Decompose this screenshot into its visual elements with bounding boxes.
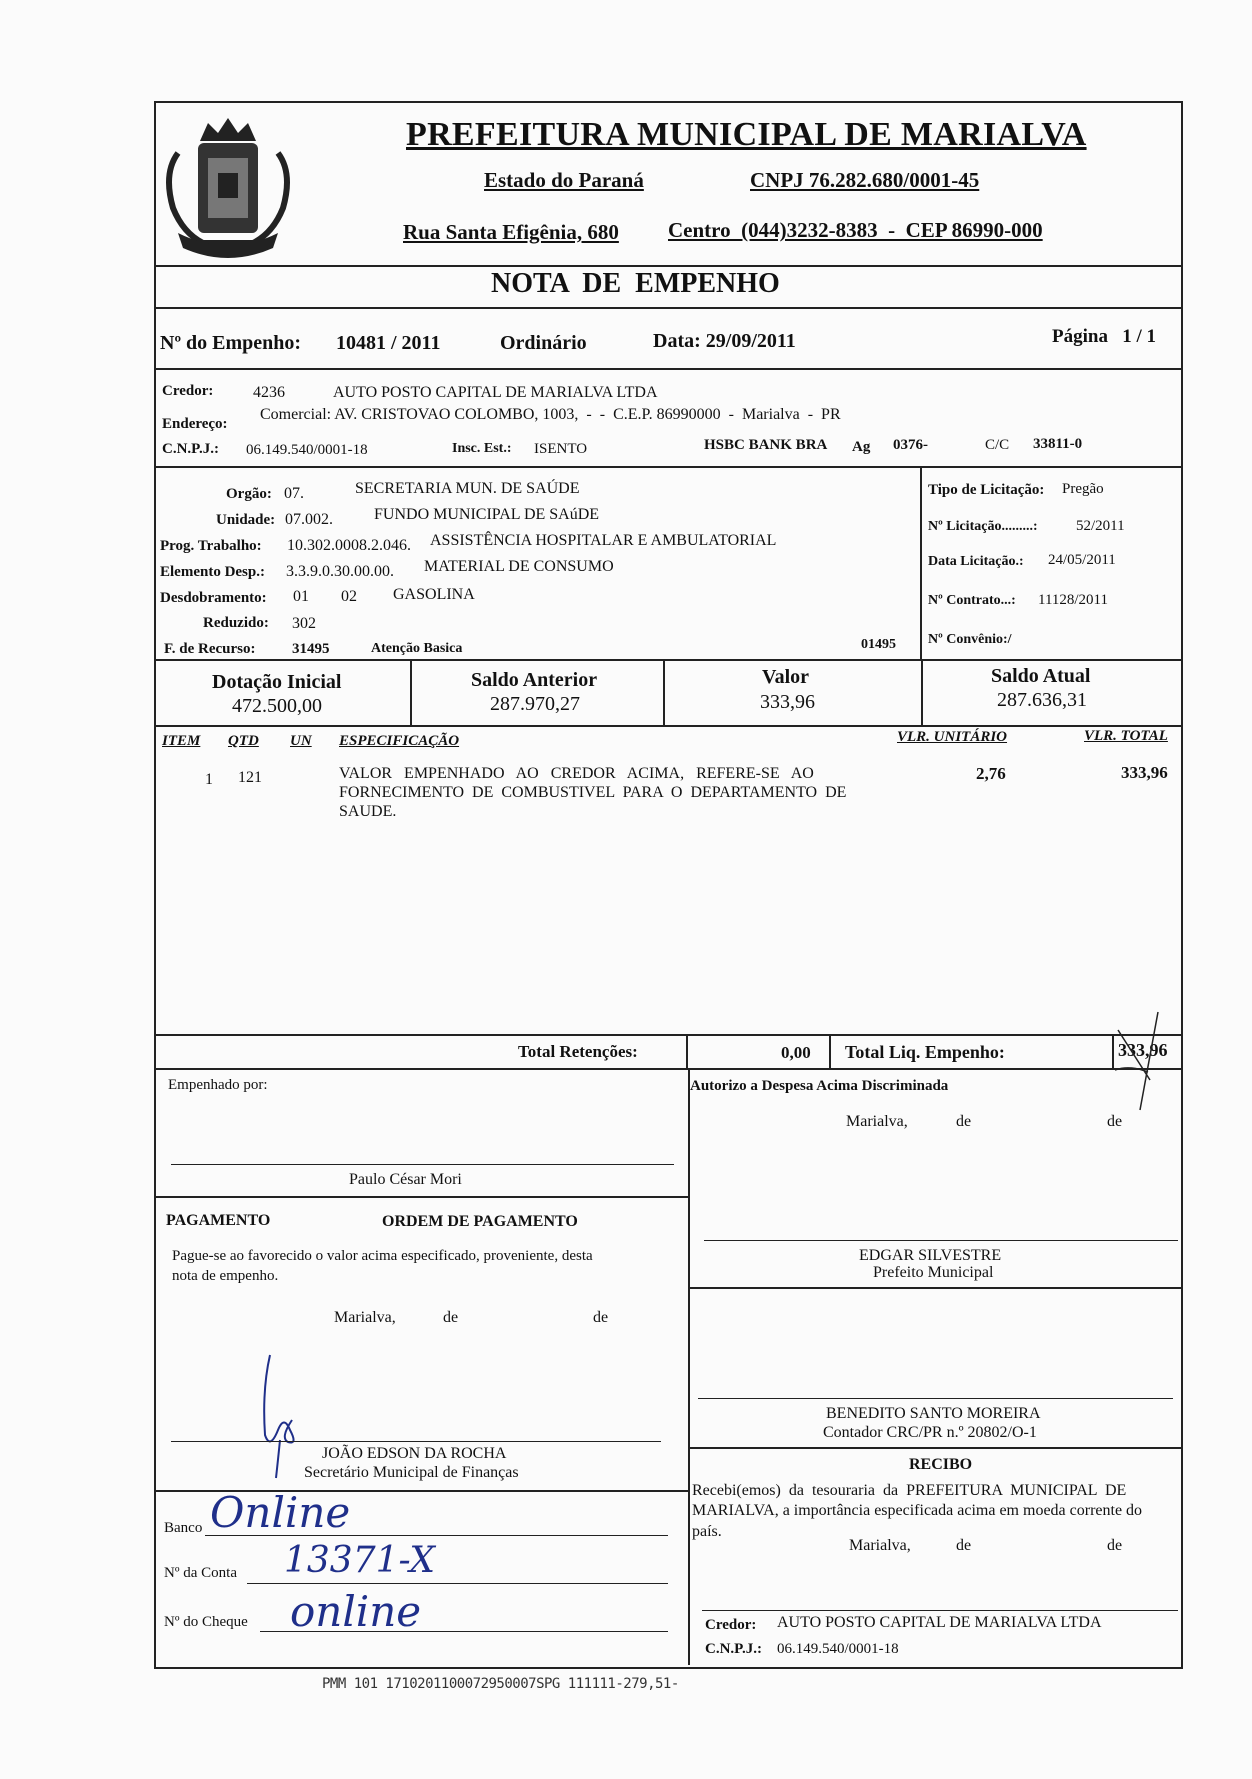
desdobramento-label: Desdobramento: [160, 590, 267, 606]
credor-name: AUTO POSTO CAPITAL DE MARIALVA LTDA [333, 384, 658, 401]
licitacao-date: 24/05/2011 [1048, 552, 1116, 568]
item-spec-line-3: SAUDE. [339, 803, 397, 820]
signature-joao-icon [240, 1350, 320, 1480]
conta-label: Nº da Conta [164, 1565, 237, 1581]
empenho-type: Ordinário [500, 332, 587, 354]
desdobramento-b: 02 [341, 588, 357, 605]
retencoes-value: 0,00 [781, 1043, 811, 1062]
checkmark-scribble-icon [1110, 1010, 1170, 1120]
agency-label: Ag [852, 439, 871, 455]
header-contact: Centro (044)3232-8383 - CEP 86990-000 [668, 218, 1043, 242]
recibo-de-1: de [956, 1537, 972, 1554]
header-address: Rua Santa Efigênia, 680 [403, 220, 619, 244]
bank-stamp-code: PMM 101 1710201100072950007SPG 111111-279,51- [322, 1676, 679, 1692]
desdobramento-name: GASOLINA [393, 586, 475, 603]
autorizo-title: Autorizo a Despesa Acima Discriminada [690, 1078, 949, 1094]
recibo-city: Marialva, [849, 1537, 911, 1554]
licitacao-number-label: Nº Licitação.........: [928, 519, 1038, 534]
contador-role: Contador CRC/PR n.º 20802/O-1 [823, 1424, 1037, 1441]
convenio-label: Nº Convênio:/ [928, 632, 1012, 647]
orgao-code: 07. [284, 485, 304, 502]
contrato-label: Nº Contrato...: [928, 593, 1016, 608]
orgao-label: Orgão: [226, 486, 272, 502]
item-qty: 121 [238, 769, 262, 786]
unidade-name: FUNDO MUNICIPAL DE SAúDE [374, 506, 600, 523]
unidade-label: Unidade: [216, 512, 276, 528]
saldo-atual-value: 287.636,31 [997, 689, 1087, 711]
ordem-pagamento-label: ORDEM DE PAGAMENTO [382, 1213, 578, 1230]
recibo-cnpj: 06.149.540/0001-18 [777, 1641, 899, 1657]
licitacao-number: 52/2011 [1076, 518, 1125, 534]
autorizo-de-2: de [1107, 1113, 1123, 1130]
prefeito-role: Prefeito Municipal [873, 1264, 994, 1281]
credor-ie: ISENTO [534, 441, 588, 457]
credor-code: 4236 [253, 384, 285, 401]
reduzido-value: 302 [292, 615, 316, 632]
autorizo-city: Marialva, [846, 1113, 908, 1130]
dotacao-value: 472.500,00 [232, 695, 322, 717]
pagamento-city: Marialva, [334, 1309, 396, 1326]
saldo-anterior-label: Saldo Anterior [471, 669, 598, 691]
elemento-label: Elemento Desp.: [160, 564, 265, 580]
credor-address: Comercial: AV. CRISTOVAO COLOMBO, 1003, - - C.E.P. 86990000 - Marialva - PR [260, 406, 841, 423]
col-vlr-unit: VLR. UNITÁRIO [897, 729, 1008, 745]
saldo-atual-label: Saldo Atual [991, 665, 1091, 687]
recibo-cnpj-label: C.N.P.J.: [705, 1641, 762, 1657]
recibo-text-1: Recebi(emos) da tesouraria da PREFEITURA MUNICIPAL DE [692, 1482, 1127, 1499]
banco-handwritten: Online [210, 1488, 351, 1537]
header-cnpj: CNPJ 76.282.680/0001-45 [750, 168, 980, 192]
secretario-role: Secretário Municipal de Finanças [304, 1464, 519, 1481]
recibo-credor-label: Credor: [705, 1617, 757, 1633]
autorizo-de-1: de [956, 1113, 972, 1130]
dotacao-label: Dotação Inicial [212, 671, 342, 693]
recurso-right-code: 01495 [861, 637, 896, 652]
tipo-licitacao-value: Pregão [1062, 481, 1104, 497]
pagamento-text-1: Pague-se ao favorecido o valor acima especificado, proveniente, desta [172, 1248, 593, 1264]
recurso-name: Atenção Basica [371, 641, 463, 656]
page-title: PREFEITURA MUNICIPAL DE MARIALVA [406, 116, 1087, 153]
pagamento-de-2: de [593, 1309, 609, 1326]
prog-name: ASSISTÊNCIA HOSPITALAR E AMBULATORIAL [430, 532, 777, 549]
cheque-handwritten: online [290, 1587, 422, 1636]
contador-name: BENEDITO SANTO MOREIRA [826, 1405, 1041, 1422]
liq-empenho-value: 333,96 [1118, 1040, 1168, 1060]
tipo-licitacao-label: Tipo de Licitação: [928, 482, 1045, 498]
secretario-name: JOÃO EDSON DA ROCHA [322, 1445, 507, 1462]
recibo-de-2: de [1107, 1537, 1123, 1554]
credor-cnpj: 06.149.540/0001-18 [246, 442, 368, 458]
state-name: Estado do Paraná [484, 168, 644, 192]
empenho-number: 10481 / 2011 [336, 332, 441, 354]
col-un: UN [290, 733, 312, 749]
banco-label: Banco [164, 1520, 203, 1536]
elemento-code: 3.3.9.0.30.00.00. [286, 563, 394, 580]
empenho-date: Data: 29/09/2011 [653, 330, 796, 352]
pagamento-text-2: nota de empenho. [172, 1268, 279, 1284]
credor-label: Credor: [162, 383, 214, 399]
pagamento-label: PAGAMENTO [166, 1212, 271, 1229]
col-vlr-total: VLR. TOTAL [1084, 728, 1168, 744]
col-qtd: QTD [228, 733, 259, 749]
coat-of-arms-icon [158, 113, 298, 265]
recibo-text-3: país. [692, 1523, 722, 1540]
cheque-label: Nº do Cheque [164, 1614, 248, 1630]
prog-code: 10.302.0008.2.046. [287, 537, 411, 554]
agency-number: 0376- [893, 437, 928, 453]
item-number: 1 [205, 771, 213, 788]
empenhado-por-name: Paulo César Mori [349, 1171, 462, 1188]
ie-label: Insc. Est.: [452, 441, 512, 456]
conta-handwritten: 13371-X [284, 1540, 436, 1581]
col-item: ITEM [162, 733, 201, 749]
retencoes-label: Total Retenções: [518, 1042, 638, 1061]
orgao-name: SECRETARIA MUN. DE SAÚDE [355, 480, 580, 497]
recibo-title: RECIBO [909, 1456, 973, 1473]
item-spec-line-2: FORNECIMENTO DE COMBUSTIVEL PARA O DEPARTAMENTO DE [339, 784, 847, 801]
recibo-text-2: MARIALVA, a importância especificada acima em moeda corrente do [692, 1502, 1143, 1519]
item-spec-line-1: VALOR EMPENHADO AO CREDOR ACIMA, REFERE-SE AO [339, 765, 814, 782]
document-title: NOTA DE EMPENHO [491, 268, 780, 299]
reduzido-label: Reduzido: [203, 615, 269, 631]
pagamento-de-1: de [443, 1309, 459, 1326]
recurso-label: F. de Recurso: [164, 641, 256, 657]
recurso-code: 31495 [292, 641, 330, 657]
bank-name: HSBC BANK BRA [704, 437, 828, 453]
item-total-value: 333,96 [1121, 763, 1168, 782]
account-number: 33811-0 [1033, 436, 1083, 452]
licitacao-date-label: Data Licitação.: [928, 554, 1024, 569]
prog-label: Prog. Trabalho: [160, 538, 262, 554]
valor-label: Valor [762, 666, 810, 688]
empenho-number-label: Nº do Empenho: [160, 332, 302, 354]
valor-value: 333,96 [760, 691, 815, 713]
unidade-code: 07.002. [285, 511, 333, 528]
prefeito-name: EDGAR SILVESTRE [859, 1247, 1002, 1264]
account-label: C/C [985, 437, 1010, 453]
elemento-name: MATERIAL DE CONSUMO [424, 558, 614, 575]
item-unit-value: 2,76 [976, 764, 1006, 783]
liq-empenho-label: Total Liq. Empenho: [845, 1042, 1005, 1062]
address-label: Endereço: [162, 416, 228, 432]
contrato-number: 11128/2011 [1038, 592, 1108, 608]
page-number: Página 1 / 1 [1052, 326, 1156, 347]
desdobramento-a: 01 [293, 588, 309, 605]
cnpj-label: C.N.P.J.: [162, 441, 219, 457]
recibo-credor-name: AUTO POSTO CAPITAL DE MARIALVA LTDA [777, 1614, 1102, 1631]
saldo-anterior-value: 287.970,27 [490, 693, 580, 715]
empenhado-por-label: Empenhado por: [168, 1077, 268, 1093]
col-spec: ESPECIFICAÇÃO [339, 733, 460, 749]
